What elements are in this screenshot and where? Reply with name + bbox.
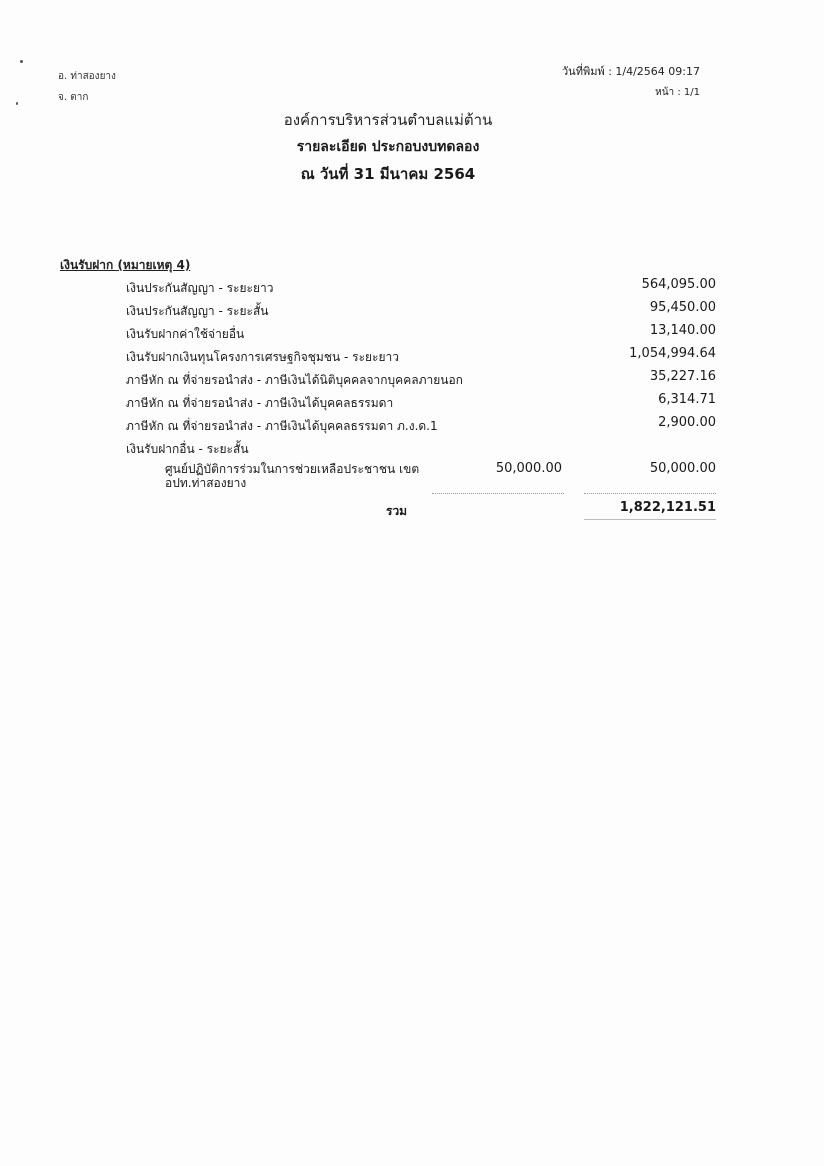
subtotal-divider xyxy=(432,493,564,494)
row-amount: 1,054,994.64 xyxy=(629,346,716,361)
header-location xyxy=(58,66,116,108)
scan-speck xyxy=(20,60,23,63)
scan-speck xyxy=(16,102,18,105)
sub-item-amount: 50,000.00 xyxy=(649,461,716,476)
row-label: เงินรับฝากอื่น - ระยะสั้น xyxy=(126,442,249,456)
row-label: เงินรับฝากค่าใช้จ่ายอื่น xyxy=(126,327,245,341)
table-row xyxy=(0,322,824,345)
report-title: รายละเอียด ประกอบงบทดลอง xyxy=(296,139,480,155)
row-amount: 95,450.00 xyxy=(649,300,716,315)
row-amount: 2,900.00 xyxy=(658,415,716,430)
row-label: เงินรับฝากเงินทุนโครงการเศรษฐกิจชุมชน - ระยะยาว xyxy=(126,350,399,364)
header-print-info xyxy=(562,62,700,103)
total-label: รวม xyxy=(386,504,408,518)
page-number: หน้า : 1/1 xyxy=(655,87,700,98)
organization-name: องค์การบริหารส่วนตำบลแม่ต้าน xyxy=(283,111,493,129)
row-amount: 35,227.16 xyxy=(649,369,716,384)
table-row xyxy=(0,345,824,368)
title-block xyxy=(0,108,776,187)
report-date: ณ วันที่ 31 มีนาคม 2564 xyxy=(300,165,476,183)
row-label: ภาษีหัก ณ ที่จ่ายรอนำส่ง - ภาษีเงินได้นิติบุคคลจากบุคคลภายนอก xyxy=(126,373,463,387)
table-row xyxy=(0,437,824,460)
row-amount: 564,095.00 xyxy=(641,277,716,292)
subtotal-divider xyxy=(584,493,716,494)
table-row xyxy=(0,299,824,322)
table-row xyxy=(0,414,824,437)
row-label: เงินประกันสัญญา - ระยะยาว xyxy=(126,281,274,295)
total-underline xyxy=(584,519,716,520)
row-label: ภาษีหัก ณ ที่จ่ายรอนำส่ง - ภาษีเงินได้บุคคลธรรมดา xyxy=(126,396,394,410)
table-row xyxy=(0,368,824,391)
row-amount: 6,314.71 xyxy=(658,392,716,407)
district-label: อ. ท่าสองยาง xyxy=(58,71,116,82)
sub-item-detail-amount: 50,000.00 xyxy=(495,461,562,476)
row-amount: 13,140.00 xyxy=(649,323,716,338)
print-date: วันที่พิมพ์ : 1/4/2564 09:17 xyxy=(562,65,700,78)
row-label: ภาษีหัก ณ ที่จ่ายรอนำส่ง - ภาษีเงินได้บุคคลธรรมดา ภ.ง.ด.1 xyxy=(126,419,438,433)
table-row xyxy=(0,391,824,414)
sub-item-label: ศูนย์ปฏิบัติการร่วมในการช่วยเหลือประชาชน เขต อปท.ท่าสองยาง xyxy=(165,462,420,490)
sub-item-row xyxy=(0,460,824,496)
row-label: เงินประกันสัญญา - ระยะสั้น xyxy=(126,304,269,318)
province-label: จ. ตาก xyxy=(58,92,89,103)
total-amount: 1,822,121.51 xyxy=(619,500,716,515)
deposit-table xyxy=(0,276,824,522)
section-heading: เงินรับฝาก (หมายเหตุ 4) xyxy=(60,258,191,272)
table-row xyxy=(0,276,824,299)
